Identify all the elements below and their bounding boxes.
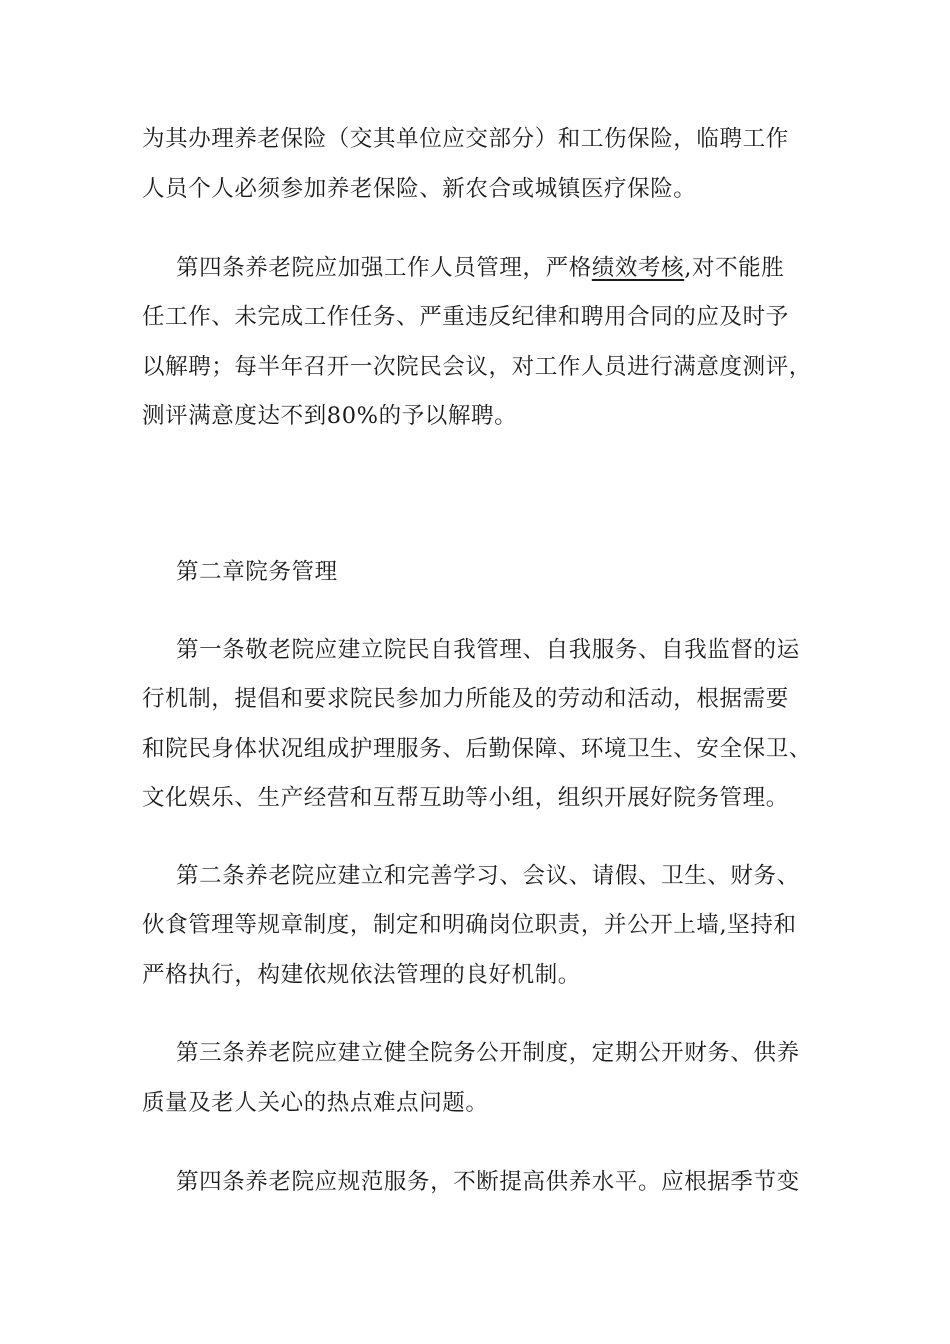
text-line: 伙食管理等规章制度，制定和明确岗位职责，并公开上墙,坚持和 (142, 912, 797, 938)
text-line: 任工作、未完成工作任务、严重违反纪律和聘用合同的应及时予 (142, 304, 789, 330)
text-segment: 第四条养老院应加强工作人员管理，严格 (176, 255, 592, 281)
text-line: 第一条敬老院应建立院民自我管理、自我服务、自我监督的运 (176, 637, 800, 663)
text-line: 行机制，提倡和要求院民参加力所能及的劳动和活动，根据需要 (142, 686, 789, 712)
text-line: 以解聘；每半年召开一次院民会议，对工作人员进行满意度测评， (142, 354, 812, 380)
text-segment: ,对不能胜 (684, 255, 785, 281)
text-line: 文化娱乐、生产经营和互帮互助等小组，组织开展好院务管理。 (142, 785, 789, 811)
text-line: 第四条养老院应规范服务，不断提高供养水平。应根据季节变 (176, 1169, 800, 1195)
performance-review-link[interactable]: 绩效考核 (591, 255, 685, 281)
text-line: 和院民身体状况组成护理服务、后勤保障、环境卫生、安全保卫、 (142, 736, 812, 762)
chapter-heading: 第二章院务管理 (176, 559, 338, 585)
text-line: 人员个人必须参加养老保险、新农合或城镇医疗保险。 (142, 176, 697, 202)
text-line: 严格执行，构建依规依法管理的良好机制。 (142, 962, 581, 988)
text-line: 第三条养老院应建立健全院务公开制度，定期公开财务、供养 (176, 1040, 800, 1066)
text-line (176, 253, 784, 283)
text-line: 测评满意度达不到80%的予以解聘。 (142, 403, 518, 429)
text-line: 质量及老人关心的热点难点问题。 (142, 1090, 489, 1116)
text-line: 为其办理养老保险（交其单位应交部分）和工伤保险，临聘工作 (142, 126, 789, 152)
text-line: 第二条养老院应建立和完善学习、会议、请假、卫生、财务、 (176, 863, 800, 889)
